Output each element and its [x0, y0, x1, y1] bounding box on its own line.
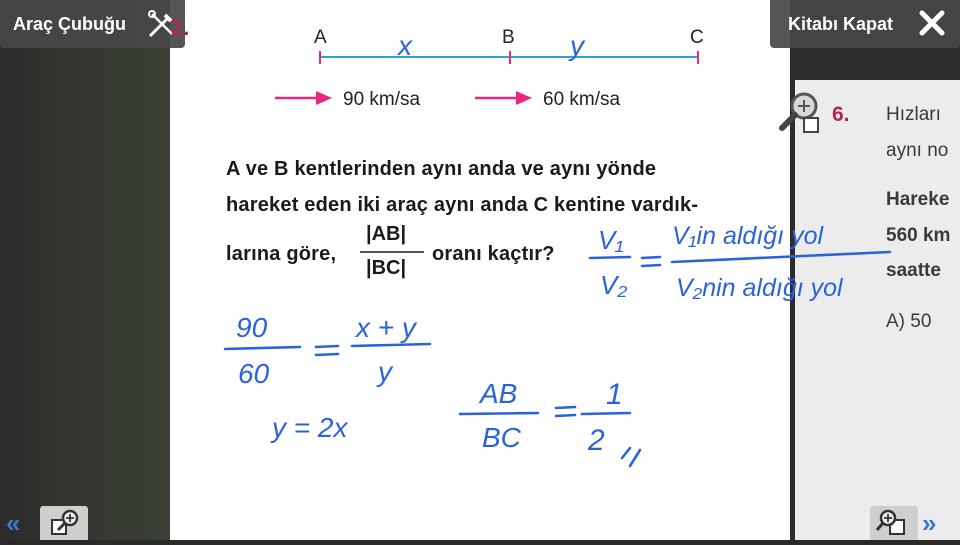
question-number: 2. [171, 15, 190, 40]
zoom-page-left-button[interactable] [40, 506, 88, 540]
hw-eq4-lnum: AB [480, 378, 518, 409]
question-line-3-suffix: oranı kaçtır? [432, 243, 555, 265]
hw-frac-bar-3 [225, 347, 300, 349]
next-question-number: 6. [832, 103, 850, 126]
next-question-line-1: Hızları [886, 104, 941, 125]
hw-frac-bar-4 [352, 344, 430, 346]
hw-segment-y: y [570, 30, 584, 61]
next-question-bold-2: 560 km [886, 225, 951, 246]
hw-equals-2 [316, 346, 338, 355]
point-label-c: C [690, 27, 704, 48]
next-question-bold-3: saatte [886, 260, 941, 281]
next-page-icon[interactable]: » [922, 508, 937, 538]
hw-eq2-lden: 60 [238, 358, 270, 389]
hw-scribble [622, 448, 640, 466]
hw-eq3: y = 2x [272, 412, 348, 443]
hw-eq4-rnum: 1 [606, 378, 623, 411]
speed-label-2: 60 km/sa [543, 89, 621, 110]
point-label-a: A [314, 27, 327, 48]
toolbar-label: Araç Çubuğu [13, 13, 127, 34]
hw-equals-1 [642, 257, 660, 266]
hw-frac-bar-5 [460, 413, 538, 414]
close-book-label: Kitabı Kapat [788, 13, 894, 34]
hw-eq1-rnum: V₁in aldığı yol [672, 222, 824, 250]
hw-eq2-lnum: 90 [236, 312, 268, 343]
next-question-line-2: aynı no [886, 140, 949, 161]
prev-page-icon[interactable]: « [6, 508, 21, 538]
question-line-1: A ve B kentlerinden aynı anda ve aynı yönde [226, 158, 657, 180]
fraction-denominator: |BC| [366, 257, 407, 279]
zoom-in-icon[interactable] [776, 88, 824, 141]
hw-eq4-rden: 2 [588, 424, 605, 457]
zoom-page-right-button[interactable] [870, 506, 918, 540]
hw-eq2-rnum: x + y [356, 312, 416, 343]
next-question-option-a: A) 50 [886, 311, 932, 332]
hw-eq4-lden: BC [482, 422, 521, 453]
hw-segment-x: x [398, 30, 412, 61]
hw-frac-bar-6 [582, 413, 630, 414]
hw-frac-bar-2 [672, 252, 890, 262]
question-line-2: hareket eden iki araç aynı anda C kentine vardık- [226, 194, 699, 216]
next-question-bold-1: Hareke [886, 189, 950, 210]
question-line-3-prefix: larına göre, [226, 243, 337, 265]
fraction-numerator: |AB| [366, 223, 407, 245]
hw-eq1-den: V₂ [600, 270, 628, 300]
zoom-in-icon [40, 506, 88, 540]
point-label-b: B [502, 27, 515, 48]
hw-eq1-num: V₁ [598, 225, 624, 255]
hw-eq1-rden: V₂nin aldığı yol [676, 274, 843, 302]
hw-frac-bar-1 [590, 257, 630, 258]
hw-equals-3 [556, 407, 575, 416]
hw-eq2-rden: y [378, 356, 392, 387]
zoom-in-icon [870, 506, 918, 540]
speed-label-1: 90 km/sa [343, 89, 421, 110]
